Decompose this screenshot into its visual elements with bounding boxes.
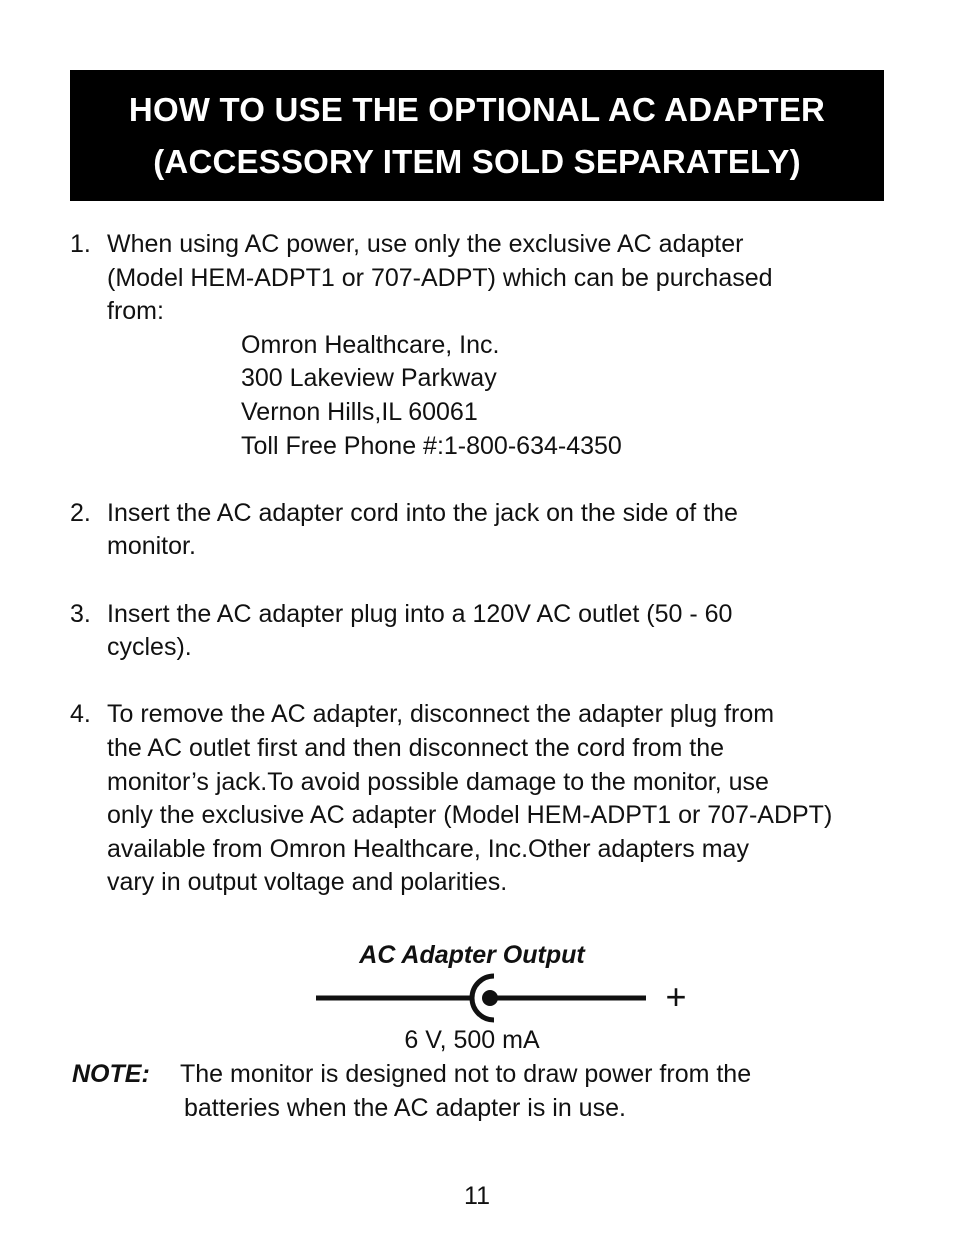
step-1-number: 1. bbox=[70, 230, 91, 258]
step-1-text: (Model HEM-ADPT1 or 707-ADPT) which can be purchased bbox=[107, 263, 773, 292]
note-text: batteries when the AC adapter is in use. bbox=[184, 1093, 626, 1122]
address-company: Omron Healthcare, Inc. bbox=[241, 330, 500, 359]
address-city: Vernon Hills,IL 60061 bbox=[241, 398, 478, 426]
step-1-text: When using AC power, use only the exclusive AC adapter bbox=[107, 230, 744, 258]
step-3-text: cycles). bbox=[107, 633, 192, 662]
step-2-number: 2. bbox=[70, 498, 91, 527]
step-4-text: vary in output voltage and polarities. bbox=[107, 868, 508, 897]
address-street: 300 Lakeview Parkway bbox=[241, 364, 497, 393]
step-2-text: monitor. bbox=[107, 532, 196, 561]
step-2-text: Insert the AC adapter cord into the jack on the side of the bbox=[107, 498, 738, 527]
step-3-text: Insert the AC adapter plug into a 120V AC outlet (50 - 60 bbox=[107, 599, 733, 628]
diagram-rating: 6 V, 500 mA bbox=[404, 1026, 540, 1054]
step-4-text: only the exclusive AC adapter (Model HEM-ADPT1 or 707-ADPT) bbox=[107, 801, 833, 830]
note-label: NOTE: bbox=[72, 1060, 150, 1088]
step-4-text: To remove the AC adapter, disconnect the adapter plug from bbox=[107, 700, 775, 729]
step-4-text: available from Omron Healthcare, Inc.Other adapters may bbox=[107, 834, 749, 863]
address-phone: Toll Free Phone #:1-800-634-4350 bbox=[241, 431, 622, 460]
step-4-text: the AC outlet first and then disconnect the cord from the bbox=[107, 734, 725, 762]
step-1-text: from: bbox=[107, 297, 164, 326]
page-number: 11 bbox=[464, 1182, 490, 1210]
step-4-number: 4. bbox=[70, 700, 91, 729]
section-title-banner bbox=[70, 70, 884, 201]
polarity-diagram-icon bbox=[300, 968, 720, 1028]
note-text: The monitor is designed not to draw power from the bbox=[180, 1060, 752, 1088]
positive-symbol: + bbox=[665, 976, 687, 1017]
page-title-line-2: (ACCESSORY ITEM SOLD SEPARATELY) bbox=[153, 142, 801, 180]
page-title-line-1: HOW TO USE THE OPTIONAL AC ADAPTER bbox=[128, 90, 826, 128]
step-4-text: monitor’s jack.To avoid possible damage to the monitor, use bbox=[107, 767, 769, 796]
step-3-number: 3. bbox=[70, 599, 91, 628]
diagram-title: AC Adapter Output bbox=[359, 941, 585, 969]
